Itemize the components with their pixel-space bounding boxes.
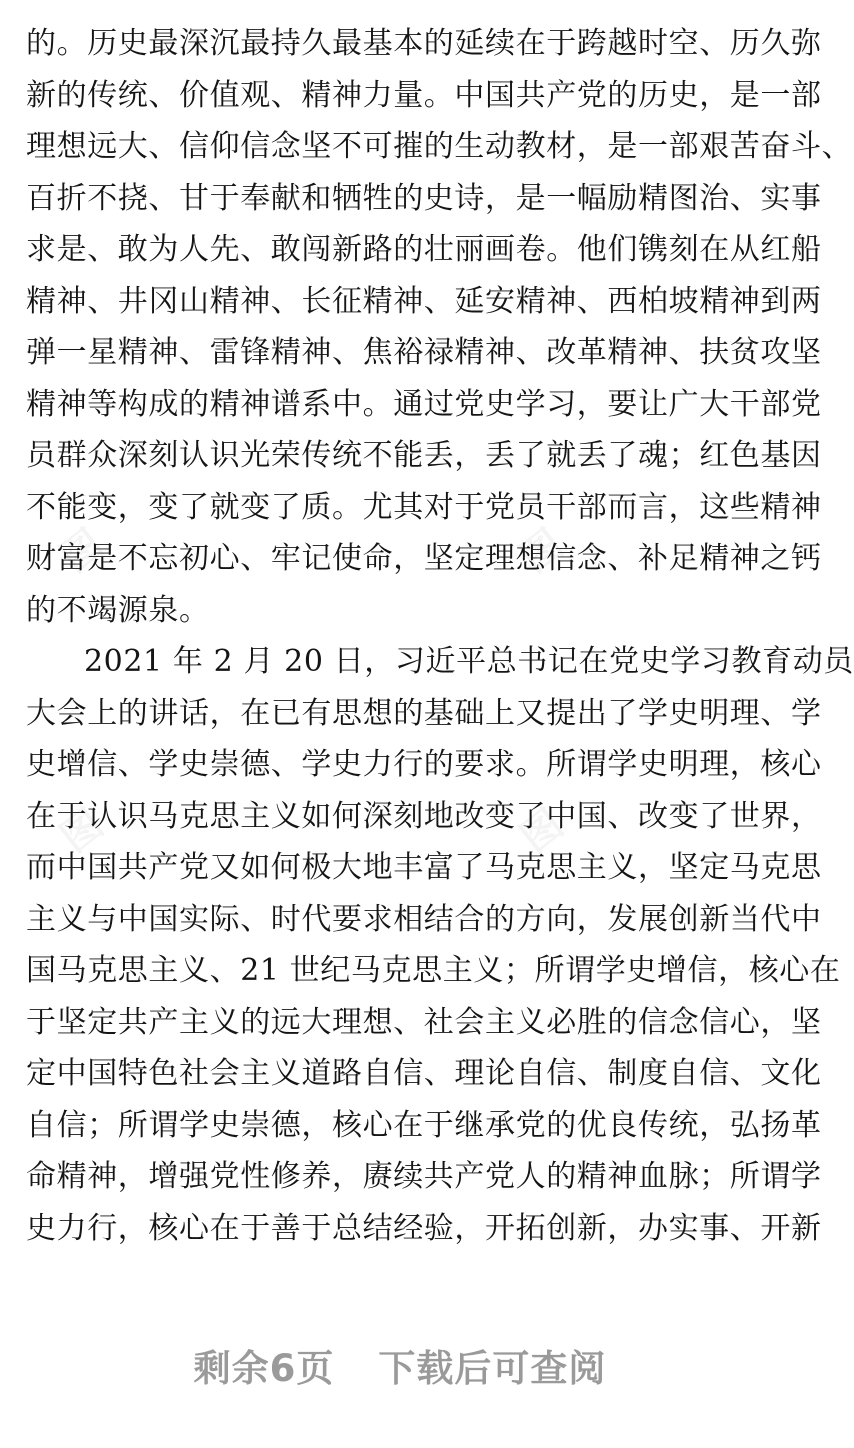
text-line: 财富是不忘初心、牢记使命，坚定理想信念、补足精神之钙: [26, 541, 822, 576]
text-line: 定中国特色社会主义道路自信、理论自信、制度自信、文化: [26, 1056, 822, 1091]
text-line: 在于认识马克思主义如何深刻地改变了中国、改变了世界，: [26, 798, 822, 834]
text-line: 求是、敢为人先、敢闯新路的壮丽画卷。他们镌刻在从红船: [26, 232, 822, 267]
download-to-view-label: 下载后可查阅: [378, 1347, 607, 1390]
text-line: 百折不挠、甘于奉献和牺牲的史诗，是一幅励精图治、实事: [26, 180, 822, 216]
text-line: 弹一星精神、雷锋精神、焦裕禄精神、改革精神、扶贫攻坚: [26, 335, 822, 370]
text-line: 员群众深刻认识光荣传统不能丢，丢了就丢了魂；红色基因: [26, 438, 822, 473]
document-body: [26, 18, 854, 1254]
text-line: 而中国共产党又如何极大地丰富了马克思主义，坚定马克思: [26, 850, 822, 885]
remaining-pages-label: 剩余6页: [193, 1347, 335, 1390]
text-line: 精神等构成的精神谱系中。通过党史学习，要让广大干部党: [26, 386, 822, 422]
download-prompt[interactable]: [0, 1338, 800, 1392]
text-line: 史力行，核心在于善于总结经验，开拓创新，办实事、开新: [26, 1210, 822, 1246]
text-line: 不能变，变了就变了质。尤其对于党员干部而言，这些精神: [26, 489, 822, 525]
text-line: 的不竭源泉。: [26, 592, 210, 628]
text-line: 的。历史最深沉最持久最基本的延续在于跨越时空、历久弥: [26, 26, 822, 61]
text-line: 国马克思主义、21 世纪马克思主义；所谓学史增信，核心在: [26, 953, 841, 988]
text-line: 精神、井冈山精神、长征精神、延安精神、西柏坡精神到两: [26, 283, 822, 319]
text-line: 于坚定共产主义的远大理想、社会主义必胜的信念信心，坚: [26, 1004, 822, 1040]
text-line: 大会上的讲话，在已有思想的基础上又提出了学史明理、学: [26, 695, 822, 731]
text-line: 主义与中国实际、时代要求相结合的方向，发展创新当代中: [26, 901, 822, 937]
text-line: 2021 年 2 月 20 日，习近平总书记在党史学习教育动员: [84, 644, 854, 679]
text-line: 自信；所谓学史崇德，核心在于继承党的优良传统，弘扬革: [26, 1107, 822, 1143]
text-line: 新的传统、价值观、精神力量。中国共产党的历史，是一部: [26, 77, 822, 113]
text-line: 命精神，增强党性修养，赓续共产党人的精神血脉；所谓学: [26, 1159, 822, 1194]
text-line: 理想远大、信仰信念坚不可摧的生动教材，是一部艰苦奋斗、: [26, 129, 853, 164]
text-line: 史增信、学史崇德、学史力行的要求。所谓学史明理，核心: [26, 747, 822, 782]
